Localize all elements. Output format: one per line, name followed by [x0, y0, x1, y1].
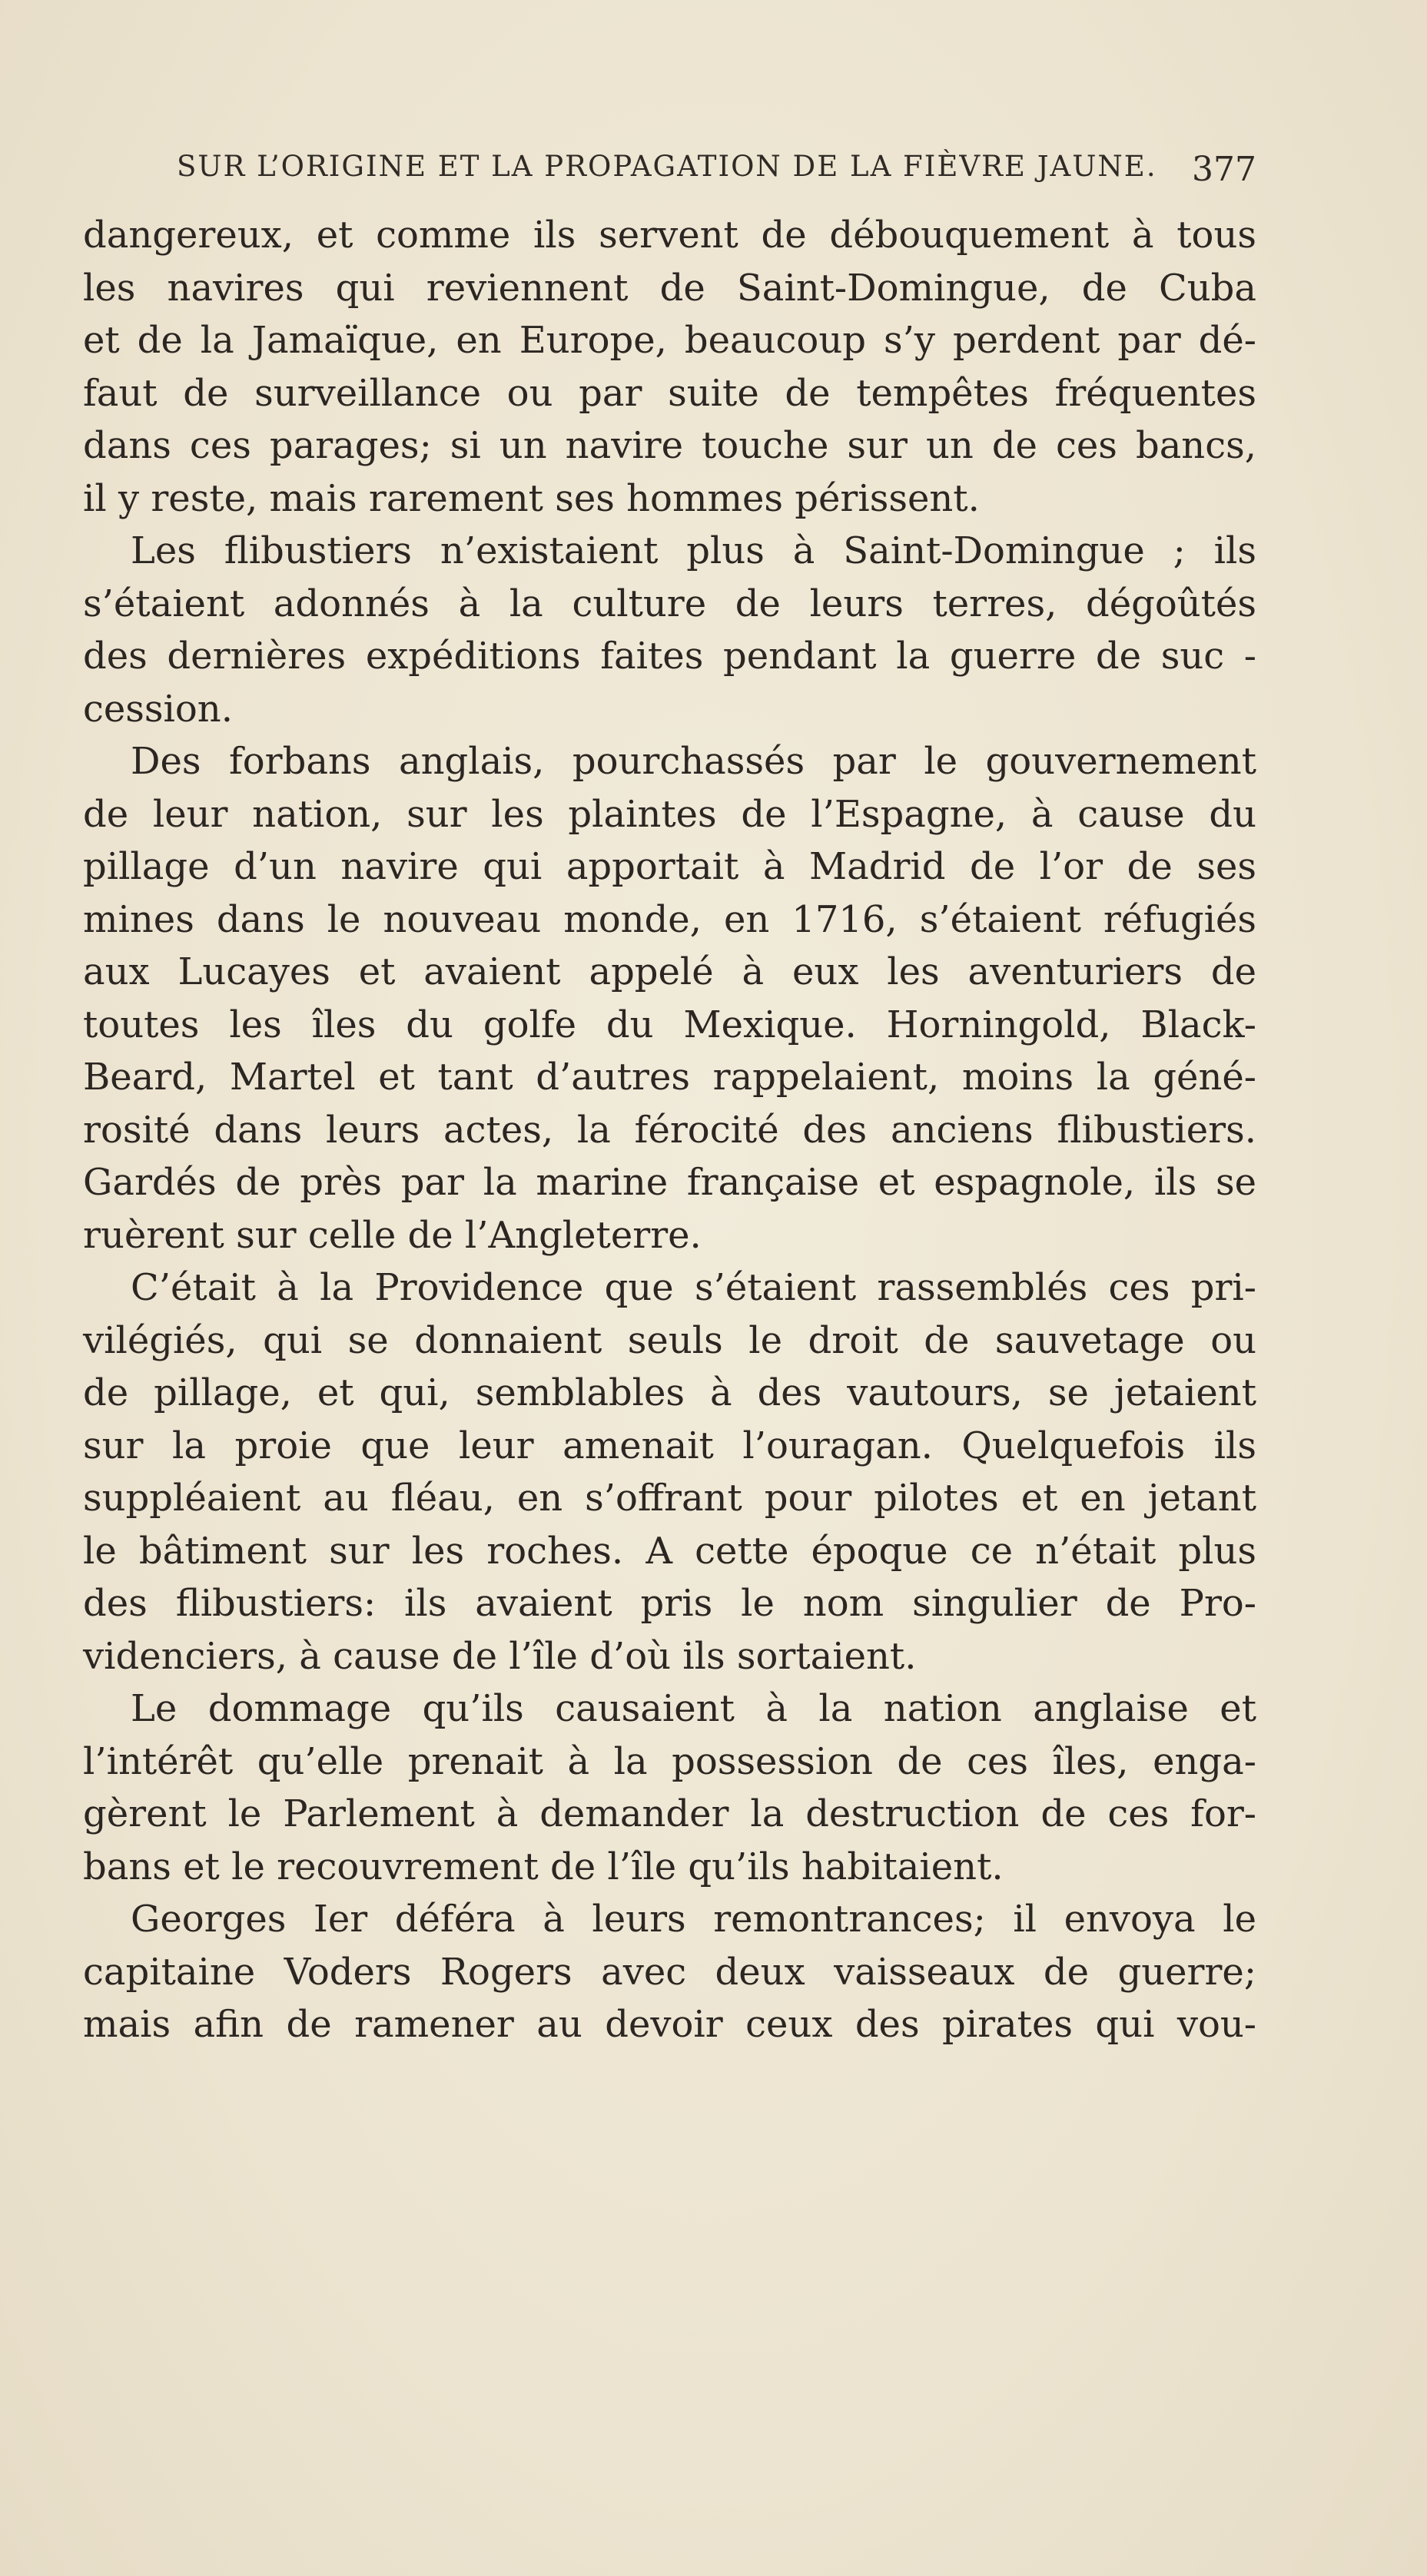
text-line: aux Lucayes et avaient appelé à eux les aventuriers de [83, 950, 1256, 993]
text-line: le bâtiment sur les roches. A cette époque ce n’était plus [83, 1529, 1256, 1573]
page-number: 377 [1192, 150, 1256, 189]
text-line: Georges Ier déféra à leurs remontrances; il envoya le [131, 1898, 1256, 1941]
text-line: capitaine Voders Rogers avec deux vaisseaux de guerre; [83, 1950, 1256, 1994]
text-line: vilégiés, qui se donnaient seuls le droit de sauvetage ou [83, 1318, 1256, 1362]
body-text [83, 209, 1256, 2051]
running-head [177, 150, 1256, 196]
running-title: SUR L’ORIGINE ET LA PROPAGATION DE LA FIÈVRE JAUNE. [177, 150, 1157, 183]
text-line: de leur nation, sur les plaintes de l’Espagne, à cause du [83, 792, 1256, 836]
text-line: Beard, Martel et tant d’autres rappelaient, moins la géné- [83, 1056, 1256, 1099]
text-line: dangereux, et comme ils servent de débouquement à tous [83, 214, 1256, 257]
text-line: s’étaient adonnés à la culture de leurs terres, dégoûtés [83, 582, 1256, 625]
text-line: gèrent le Parlement à demander la destruction de ces for- [83, 1792, 1256, 1835]
text-line: des flibustiers: ils avaient pris le nom singulier de Pro- [83, 1582, 1256, 1625]
text-line: des dernières expéditions faites pendant la guerre de suc - [83, 635, 1256, 678]
text-line: et de la Jamaïque, en Europe, beaucoup s’y perdent par dé- [83, 319, 1256, 362]
text-line: rosité dans leurs actes, la férocité des anciens flibustiers. [83, 1108, 1256, 1152]
text-line: bans et le recouvrement de l’île qu’ils habitaient. [83, 1845, 1004, 1888]
text-line: suppléaient au fléau, en s’offrant pour pilotes et en jetant [83, 1477, 1256, 1520]
text-line: pillage d’un navire qui apportait à Madrid de l’or de ses [83, 845, 1256, 888]
text-line: toutes les îles du golfe du Mexique. Horningold, Black- [83, 1003, 1256, 1046]
text-line: mais afin de ramener au devoir ceux des pirates qui vou- [83, 2003, 1256, 2046]
text-line: Des forbans anglais, pourchassés par le gouvernement [131, 740, 1256, 783]
text-line: Gardés de près par la marine française et espagnole, ils se [83, 1161, 1256, 1204]
text-line: l’intérêt qu’elle prenait à la possession de ces îles, enga- [83, 1739, 1256, 1783]
text-line: Le dommage qu’ils causaient à la nation anglaise et [131, 1687, 1256, 1730]
text-line: sur la proie que leur amenait l’ouragan. Quelquefois ils [83, 1424, 1256, 1467]
text-line: Les flibustiers n’existaient plus à Saint-Domingue ; ils [131, 529, 1256, 572]
text-line: dans ces parages; si un navire touche sur un de ces bancs, [83, 424, 1256, 467]
text-line: cession. [83, 687, 233, 731]
text-line: de pillage, et qui, semblables à des vautours, se jetaient [83, 1371, 1256, 1414]
text-line: ruèrent sur celle de l’Angleterre. [83, 1213, 702, 1257]
text-line: les navires qui reviennent de Saint-Domingue, de Cuba [83, 266, 1256, 310]
text-line: videnciers, à cause de l’île d’où ils sortaient. [83, 1634, 917, 1678]
text-line: faut de surveillance ou par suite de tempêtes fréquentes [83, 371, 1256, 415]
text-line: C’était à la Providence que s’étaient rassemblés ces pri- [131, 1266, 1256, 1309]
text-line: mines dans le nouveau monde, en 1716, s’étaient réfugiés [83, 897, 1256, 941]
text-line: il y reste, mais rarement ses hommes périssent. [83, 476, 980, 520]
